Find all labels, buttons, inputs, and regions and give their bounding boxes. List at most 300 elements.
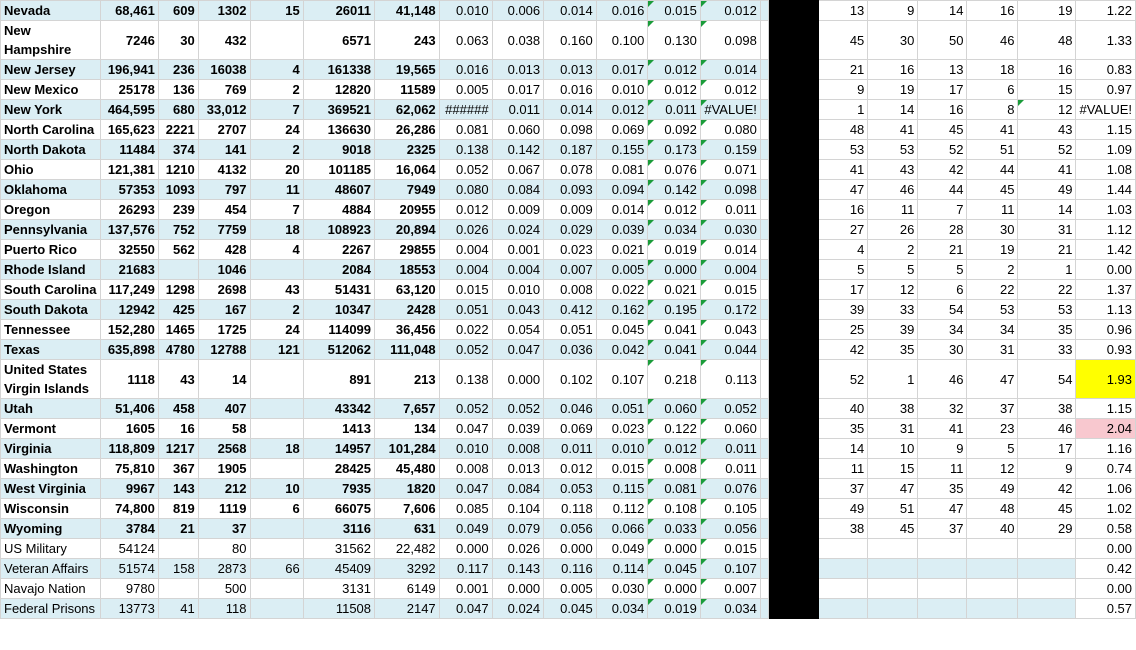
rank-cell[interactable]: 19 <box>1018 1 1076 21</box>
data-cell[interactable]: 2267 <box>303 240 374 260</box>
ratio-cell[interactable]: 1.15 <box>1076 399 1136 419</box>
rank-cell[interactable]: 54 <box>918 300 967 320</box>
data-cell[interactable]: 0.014 <box>596 200 648 220</box>
rank-cell[interactable]: 5 <box>868 260 918 280</box>
data-cell[interactable] <box>250 360 303 399</box>
data-cell[interactable]: 2428 <box>375 300 440 320</box>
data-cell[interactable]: 117,249 <box>100 280 158 300</box>
data-cell[interactable] <box>250 519 303 539</box>
data-cell[interactable]: 0.010 <box>439 439 492 459</box>
rank-cell[interactable]: 34 <box>967 320 1018 340</box>
ratio-cell[interactable]: 1.93 <box>1076 360 1136 399</box>
data-cell[interactable]: 0.012 <box>700 1 760 21</box>
data-cell[interactable]: 0.041 <box>648 320 701 340</box>
data-cell[interactable]: 11508 <box>303 599 374 619</box>
data-cell[interactable]: 0.093 <box>544 180 597 200</box>
data-cell[interactable]: 45409 <box>303 559 374 579</box>
rank-cell[interactable]: 22 <box>1018 280 1076 300</box>
rank-cell[interactable]: 37 <box>819 479 868 499</box>
ratio-cell[interactable]: 0.57 <box>1076 599 1136 619</box>
rank-cell[interactable]: 8 <box>967 100 1018 120</box>
data-cell[interactable]: 4 <box>250 60 303 80</box>
data-cell[interactable]: 369521 <box>303 100 374 120</box>
rank-cell[interactable]: 19 <box>868 80 918 100</box>
data-cell[interactable]: 136 <box>158 80 198 100</box>
data-cell[interactable]: 0.007 <box>544 260 597 280</box>
row-label-cell[interactable]: Oregon <box>1 200 101 220</box>
data-cell[interactable]: 0.076 <box>648 160 701 180</box>
data-cell[interactable]: 0.052 <box>492 399 544 419</box>
row-label-cell[interactable]: Washington <box>1 459 101 479</box>
rank-cell[interactable]: 53 <box>868 140 918 160</box>
data-cell[interactable]: 0.008 <box>439 459 492 479</box>
ratio-cell[interactable]: 0.93 <box>1076 340 1136 360</box>
data-cell[interactable]: 0.076 <box>700 479 760 499</box>
data-cell[interactable]: 425 <box>158 300 198 320</box>
rank-cell[interactable]: 15 <box>1018 80 1076 100</box>
row-label-cell[interactable]: North Carolina <box>1 120 101 140</box>
data-cell[interactable]: 0.195 <box>648 300 701 320</box>
data-cell[interactable]: 0.094 <box>596 180 648 200</box>
data-cell[interactable]: 6 <box>250 499 303 519</box>
data-cell[interactable]: 24 <box>250 320 303 340</box>
data-cell[interactable]: 11484 <box>100 140 158 160</box>
rank-cell[interactable]: 7 <box>918 200 967 220</box>
data-cell[interactable]: 0.014 <box>544 1 597 21</box>
rank-cell[interactable]: 31 <box>868 419 918 439</box>
data-cell[interactable]: 0.012 <box>544 459 597 479</box>
rank-cell[interactable]: 52 <box>819 360 868 399</box>
data-cell[interactable]: 0.017 <box>492 80 544 100</box>
data-cell[interactable]: 0.052 <box>700 399 760 419</box>
data-cell[interactable]: ###### <box>439 100 492 120</box>
ratio-cell[interactable]: 0.58 <box>1076 519 1136 539</box>
data-cell[interactable]: 0.078 <box>544 160 597 180</box>
data-cell[interactable]: 26011 <box>303 1 374 21</box>
data-cell[interactable]: 43342 <box>303 399 374 419</box>
data-cell[interactable]: 0.015 <box>596 459 648 479</box>
row-label-cell[interactable]: South Dakota <box>1 300 101 320</box>
data-cell[interactable]: 236 <box>158 60 198 80</box>
rank-cell[interactable] <box>918 599 967 619</box>
rank-cell[interactable] <box>868 579 918 599</box>
data-cell[interactable]: 0.005 <box>544 579 597 599</box>
rank-cell[interactable]: 35 <box>918 479 967 499</box>
data-cell[interactable]: 26293 <box>100 200 158 220</box>
ratio-cell[interactable]: 0.83 <box>1076 60 1136 80</box>
data-cell[interactable]: 0.010 <box>596 439 648 459</box>
data-cell[interactable]: 367 <box>158 459 198 479</box>
ratio-cell[interactable]: 1.09 <box>1076 140 1136 160</box>
ratio-cell[interactable]: 1.15 <box>1076 120 1136 140</box>
data-cell[interactable]: 374 <box>158 140 198 160</box>
data-cell[interactable]: 0.098 <box>700 21 760 60</box>
row-label-cell[interactable]: West Virginia <box>1 479 101 499</box>
data-cell[interactable]: 75,810 <box>100 459 158 479</box>
empty-cell[interactable] <box>760 240 768 260</box>
data-cell[interactable]: 0.012 <box>648 60 701 80</box>
data-cell[interactable]: 0.118 <box>544 499 597 519</box>
rank-cell[interactable] <box>868 539 918 559</box>
data-cell[interactable]: 0.008 <box>544 280 597 300</box>
rank-cell[interactable] <box>1018 599 1076 619</box>
rank-cell[interactable]: 9 <box>1018 459 1076 479</box>
data-cell[interactable]: 0.046 <box>544 399 597 419</box>
row-label-cell[interactable]: New Mexico <box>1 80 101 100</box>
data-cell[interactable]: 0.104 <box>492 499 544 519</box>
data-cell[interactable]: 0.023 <box>596 419 648 439</box>
data-cell[interactable]: 0.005 <box>439 80 492 100</box>
data-cell[interactable]: 0.092 <box>648 120 701 140</box>
data-cell[interactable]: 0.107 <box>596 360 648 399</box>
rank-cell[interactable]: 18 <box>967 60 1018 80</box>
rank-cell[interactable]: 14 <box>1018 200 1076 220</box>
data-cell[interactable]: 30 <box>158 21 198 60</box>
data-cell[interactable]: 0.108 <box>648 499 701 519</box>
data-cell[interactable]: 752 <box>158 220 198 240</box>
data-cell[interactable]: 54124 <box>100 539 158 559</box>
data-cell[interactable]: 3131 <box>303 579 374 599</box>
data-cell[interactable]: 28425 <box>303 459 374 479</box>
rank-cell[interactable]: 53 <box>967 300 1018 320</box>
data-cell[interactable]: 2707 <box>198 120 250 140</box>
data-cell[interactable]: 500 <box>198 579 250 599</box>
empty-cell[interactable] <box>760 519 768 539</box>
data-cell[interactable]: 0.051 <box>544 320 597 340</box>
row-label-cell[interactable]: Texas <box>1 340 101 360</box>
data-cell[interactable]: 0.218 <box>648 360 701 399</box>
data-cell[interactable]: 0.000 <box>439 539 492 559</box>
rank-cell[interactable]: 53 <box>1018 300 1076 320</box>
data-cell[interactable]: 0.033 <box>648 519 701 539</box>
empty-cell[interactable] <box>760 599 768 619</box>
row-label-cell[interactable]: Vermont <box>1 419 101 439</box>
rank-cell[interactable]: 35 <box>1018 320 1076 340</box>
data-cell[interactable]: 0.069 <box>596 120 648 140</box>
data-cell[interactable]: 680 <box>158 100 198 120</box>
data-cell[interactable]: 74,800 <box>100 499 158 519</box>
rank-cell[interactable]: 52 <box>1018 140 1076 160</box>
rank-cell[interactable]: 41 <box>868 120 918 140</box>
data-cell[interactable]: 7,657 <box>375 399 440 419</box>
rank-cell[interactable]: 43 <box>1018 120 1076 140</box>
data-cell[interactable]: 0.071 <box>700 160 760 180</box>
rank-cell[interactable]: 35 <box>819 419 868 439</box>
empty-cell[interactable] <box>760 320 768 340</box>
data-cell[interactable]: 0.036 <box>544 340 597 360</box>
data-cell[interactable]: 0.014 <box>544 100 597 120</box>
data-cell[interactable]: 0.001 <box>439 579 492 599</box>
data-cell[interactable]: 0.004 <box>439 240 492 260</box>
data-cell[interactable] <box>158 539 198 559</box>
rank-cell[interactable] <box>1018 539 1076 559</box>
ratio-cell[interactable]: 0.74 <box>1076 459 1136 479</box>
data-cell[interactable]: 464,595 <box>100 100 158 120</box>
data-cell[interactable]: 15 <box>250 1 303 21</box>
data-cell[interactable]: 0.000 <box>492 579 544 599</box>
rank-cell[interactable] <box>967 559 1018 579</box>
data-cell[interactable]: 0.105 <box>700 499 760 519</box>
data-cell[interactable]: 0.052 <box>439 399 492 419</box>
data-cell[interactable]: 2084 <box>303 260 374 280</box>
data-cell[interactable]: 101,284 <box>375 439 440 459</box>
data-cell[interactable]: 43 <box>158 360 198 399</box>
rank-cell[interactable]: 14 <box>918 1 967 21</box>
data-cell[interactable]: 121 <box>250 340 303 360</box>
rank-cell[interactable]: 40 <box>819 399 868 419</box>
rank-cell[interactable]: 42 <box>819 340 868 360</box>
ratio-cell[interactable]: 1.42 <box>1076 240 1136 260</box>
data-cell[interactable]: 0.021 <box>596 240 648 260</box>
row-label-cell[interactable]: Rhode Island <box>1 260 101 280</box>
rank-cell[interactable]: 21 <box>819 60 868 80</box>
ratio-cell[interactable]: 1.37 <box>1076 280 1136 300</box>
data-cell[interactable]: 0.009 <box>544 200 597 220</box>
rank-cell[interactable]: 33 <box>1018 340 1076 360</box>
data-cell[interactable]: 0.000 <box>492 360 544 399</box>
data-cell[interactable]: 0.008 <box>648 459 701 479</box>
data-cell[interactable]: 0.043 <box>700 320 760 340</box>
rank-cell[interactable]: 21 <box>918 240 967 260</box>
data-cell[interactable]: 143 <box>158 479 198 499</box>
data-cell[interactable]: 62,062 <box>375 100 440 120</box>
data-cell[interactable]: 12942 <box>100 300 158 320</box>
rank-cell[interactable] <box>967 539 1018 559</box>
data-cell[interactable]: 1298 <box>158 280 198 300</box>
data-cell[interactable]: 2325 <box>375 140 440 160</box>
data-cell[interactable]: 0.010 <box>439 1 492 21</box>
rank-cell[interactable]: 6 <box>967 80 1018 100</box>
data-cell[interactable]: 51574 <box>100 559 158 579</box>
data-cell[interactable]: 0.015 <box>700 280 760 300</box>
data-cell[interactable]: 0.113 <box>700 360 760 399</box>
data-cell[interactable]: 1093 <box>158 180 198 200</box>
rank-cell[interactable]: 45 <box>1018 499 1076 519</box>
data-cell[interactable]: 213 <box>375 360 440 399</box>
data-cell[interactable]: 0.019 <box>648 599 701 619</box>
data-cell[interactable]: 0.038 <box>492 21 544 60</box>
rank-cell[interactable]: 37 <box>967 399 1018 419</box>
data-cell[interactable]: 0.000 <box>648 260 701 280</box>
rank-cell[interactable]: 47 <box>918 499 967 519</box>
data-cell[interactable]: 108923 <box>303 220 374 240</box>
data-cell[interactable]: 0.051 <box>439 300 492 320</box>
data-cell[interactable]: 0.162 <box>596 300 648 320</box>
rank-cell[interactable]: 42 <box>918 160 967 180</box>
data-cell[interactable]: 0.060 <box>648 399 701 419</box>
rank-cell[interactable]: 51 <box>868 499 918 519</box>
rank-cell[interactable]: 50 <box>918 21 967 60</box>
data-cell[interactable]: 0.039 <box>596 220 648 240</box>
rank-cell[interactable]: 1 <box>1018 260 1076 280</box>
rank-cell[interactable]: 11 <box>967 200 1018 220</box>
data-cell[interactable]: 0.011 <box>700 200 760 220</box>
data-cell[interactable]: 0.045 <box>596 320 648 340</box>
empty-cell[interactable] <box>760 220 768 240</box>
rank-cell[interactable]: 17 <box>918 80 967 100</box>
rank-cell[interactable]: 6 <box>918 280 967 300</box>
data-cell[interactable]: 0.001 <box>492 240 544 260</box>
data-cell[interactable]: 0.016 <box>544 80 597 100</box>
data-cell[interactable]: 9967 <box>100 479 158 499</box>
data-cell[interactable]: 0.014 <box>700 240 760 260</box>
data-cell[interactable]: 769 <box>198 80 250 100</box>
data-cell[interactable]: 2873 <box>198 559 250 579</box>
rank-cell[interactable]: 48 <box>967 499 1018 519</box>
data-cell[interactable]: 0.079 <box>492 519 544 539</box>
data-cell[interactable]: 458 <box>158 399 198 419</box>
data-cell[interactable]: 0.084 <box>492 180 544 200</box>
data-cell[interactable]: 0.011 <box>544 439 597 459</box>
data-cell[interactable]: 57353 <box>100 180 158 200</box>
data-cell[interactable]: 7 <box>250 100 303 120</box>
data-cell[interactable]: 2147 <box>375 599 440 619</box>
rank-cell[interactable]: 43 <box>868 160 918 180</box>
data-cell[interactable]: 0.012 <box>648 439 701 459</box>
data-cell[interactable]: 0.056 <box>700 519 760 539</box>
data-cell[interactable]: 0.000 <box>648 579 701 599</box>
rank-cell[interactable]: 48 <box>819 120 868 140</box>
data-cell[interactable]: 0.016 <box>439 60 492 80</box>
rank-cell[interactable]: 46 <box>868 180 918 200</box>
rank-cell[interactable]: 16 <box>1018 60 1076 80</box>
data-cell[interactable]: 0.159 <box>700 140 760 160</box>
data-cell[interactable]: 1046 <box>198 260 250 280</box>
rank-cell[interactable]: 38 <box>819 519 868 539</box>
rank-cell[interactable]: 27 <box>819 220 868 240</box>
data-cell[interactable]: 152,280 <box>100 320 158 340</box>
data-cell[interactable]: 3116 <box>303 519 374 539</box>
ratio-cell[interactable]: #VALUE! <box>1076 100 1136 120</box>
data-cell[interactable] <box>250 399 303 419</box>
data-cell[interactable]: 0.011 <box>648 100 701 120</box>
rank-cell[interactable]: 39 <box>819 300 868 320</box>
rank-cell[interactable]: 31 <box>967 340 1018 360</box>
data-cell[interactable]: 0.015 <box>700 539 760 559</box>
data-cell[interactable]: 1119 <box>198 499 250 519</box>
rank-cell[interactable] <box>918 579 967 599</box>
data-cell[interactable]: 16,064 <box>375 160 440 180</box>
rank-cell[interactable]: 5 <box>967 439 1018 459</box>
rank-cell[interactable]: 30 <box>868 21 918 60</box>
data-cell[interactable]: 0.080 <box>700 120 760 140</box>
data-cell[interactable]: 9780 <box>100 579 158 599</box>
data-cell[interactable]: 2 <box>250 300 303 320</box>
row-label-cell[interactable]: Puerto Rico <box>1 240 101 260</box>
data-cell[interactable]: 43 <box>250 280 303 300</box>
data-cell[interactable]: 4132 <box>198 160 250 180</box>
data-cell[interactable]: 0.029 <box>544 220 597 240</box>
data-cell[interactable]: 7949 <box>375 180 440 200</box>
data-cell[interactable]: 0.049 <box>439 519 492 539</box>
data-cell[interactable]: 3784 <box>100 519 158 539</box>
rank-cell[interactable]: 42 <box>1018 479 1076 499</box>
data-cell[interactable]: 0.045 <box>544 599 597 619</box>
data-cell[interactable] <box>250 459 303 479</box>
data-cell[interactable]: 167 <box>198 300 250 320</box>
data-cell[interactable]: 7759 <box>198 220 250 240</box>
rank-cell[interactable] <box>918 539 967 559</box>
data-cell[interactable]: 196,941 <box>100 60 158 80</box>
data-cell[interactable]: 141 <box>198 140 250 160</box>
data-cell[interactable]: 0.005 <box>596 260 648 280</box>
rank-cell[interactable]: 47 <box>967 360 1018 399</box>
rank-cell[interactable]: 30 <box>967 220 1018 240</box>
data-cell[interactable]: 0.143 <box>492 559 544 579</box>
row-label-cell[interactable]: Navajo Nation <box>1 579 101 599</box>
data-cell[interactable]: 4780 <box>158 340 198 360</box>
data-cell[interactable]: 0.012 <box>439 200 492 220</box>
data-cell[interactable] <box>250 260 303 280</box>
data-cell[interactable]: 4 <box>250 240 303 260</box>
data-cell[interactable]: 1118 <box>100 360 158 399</box>
data-cell[interactable]: 0.026 <box>492 539 544 559</box>
rank-cell[interactable]: 49 <box>819 499 868 519</box>
row-label-cell[interactable]: Utah <box>1 399 101 419</box>
data-cell[interactable]: 66 <box>250 559 303 579</box>
data-cell[interactable]: 18553 <box>375 260 440 280</box>
rank-cell[interactable] <box>967 599 1018 619</box>
data-cell[interactable]: 0.019 <box>648 240 701 260</box>
data-cell[interactable]: 21683 <box>100 260 158 280</box>
data-cell[interactable]: 0.051 <box>596 399 648 419</box>
ratio-cell[interactable]: 1.22 <box>1076 1 1136 21</box>
data-cell[interactable]: 0.024 <box>492 220 544 240</box>
data-cell[interactable]: 0.172 <box>700 300 760 320</box>
rank-cell[interactable]: 10 <box>868 439 918 459</box>
rank-cell[interactable]: 2 <box>868 240 918 260</box>
data-cell[interactable]: 7246 <box>100 21 158 60</box>
data-cell[interactable]: 0.024 <box>492 599 544 619</box>
rank-cell[interactable]: 32 <box>918 399 967 419</box>
data-cell[interactable]: 36,456 <box>375 320 440 340</box>
empty-cell[interactable] <box>760 439 768 459</box>
rank-cell[interactable] <box>967 579 1018 599</box>
data-cell[interactable]: 2568 <box>198 439 250 459</box>
empty-cell[interactable] <box>760 499 768 519</box>
data-cell[interactable]: 0.011 <box>492 100 544 120</box>
data-cell[interactable]: 0.015 <box>648 1 701 21</box>
data-cell[interactable]: 0.004 <box>439 260 492 280</box>
data-cell[interactable]: 407 <box>198 399 250 419</box>
rank-cell[interactable]: 28 <box>918 220 967 240</box>
data-cell[interactable]: 22,482 <box>375 539 440 559</box>
data-cell[interactable]: 454 <box>198 200 250 220</box>
rank-cell[interactable] <box>819 579 868 599</box>
data-cell[interactable]: 26,286 <box>375 120 440 140</box>
data-cell[interactable]: 14 <box>198 360 250 399</box>
data-cell[interactable]: 0.022 <box>596 280 648 300</box>
data-cell[interactable]: 0.012 <box>648 80 701 100</box>
rank-cell[interactable]: 16 <box>819 200 868 220</box>
data-cell[interactable]: 432 <box>198 21 250 60</box>
data-cell[interactable]: 0.063 <box>439 21 492 60</box>
data-cell[interactable]: 0.000 <box>544 539 597 559</box>
data-cell[interactable]: 1302 <box>198 1 250 21</box>
empty-cell[interactable] <box>760 559 768 579</box>
data-cell[interactable]: 2 <box>250 80 303 100</box>
rank-cell[interactable]: 2 <box>967 260 1018 280</box>
empty-cell[interactable] <box>760 160 768 180</box>
rank-cell[interactable]: 29 <box>1018 519 1076 539</box>
rank-cell[interactable] <box>918 559 967 579</box>
rank-cell[interactable]: 21 <box>1018 240 1076 260</box>
data-cell[interactable]: 0.016 <box>596 1 648 21</box>
rank-cell[interactable]: 17 <box>819 280 868 300</box>
ratio-cell[interactable]: 0.42 <box>1076 559 1136 579</box>
empty-cell[interactable] <box>760 60 768 80</box>
rank-cell[interactable]: 16 <box>868 60 918 80</box>
